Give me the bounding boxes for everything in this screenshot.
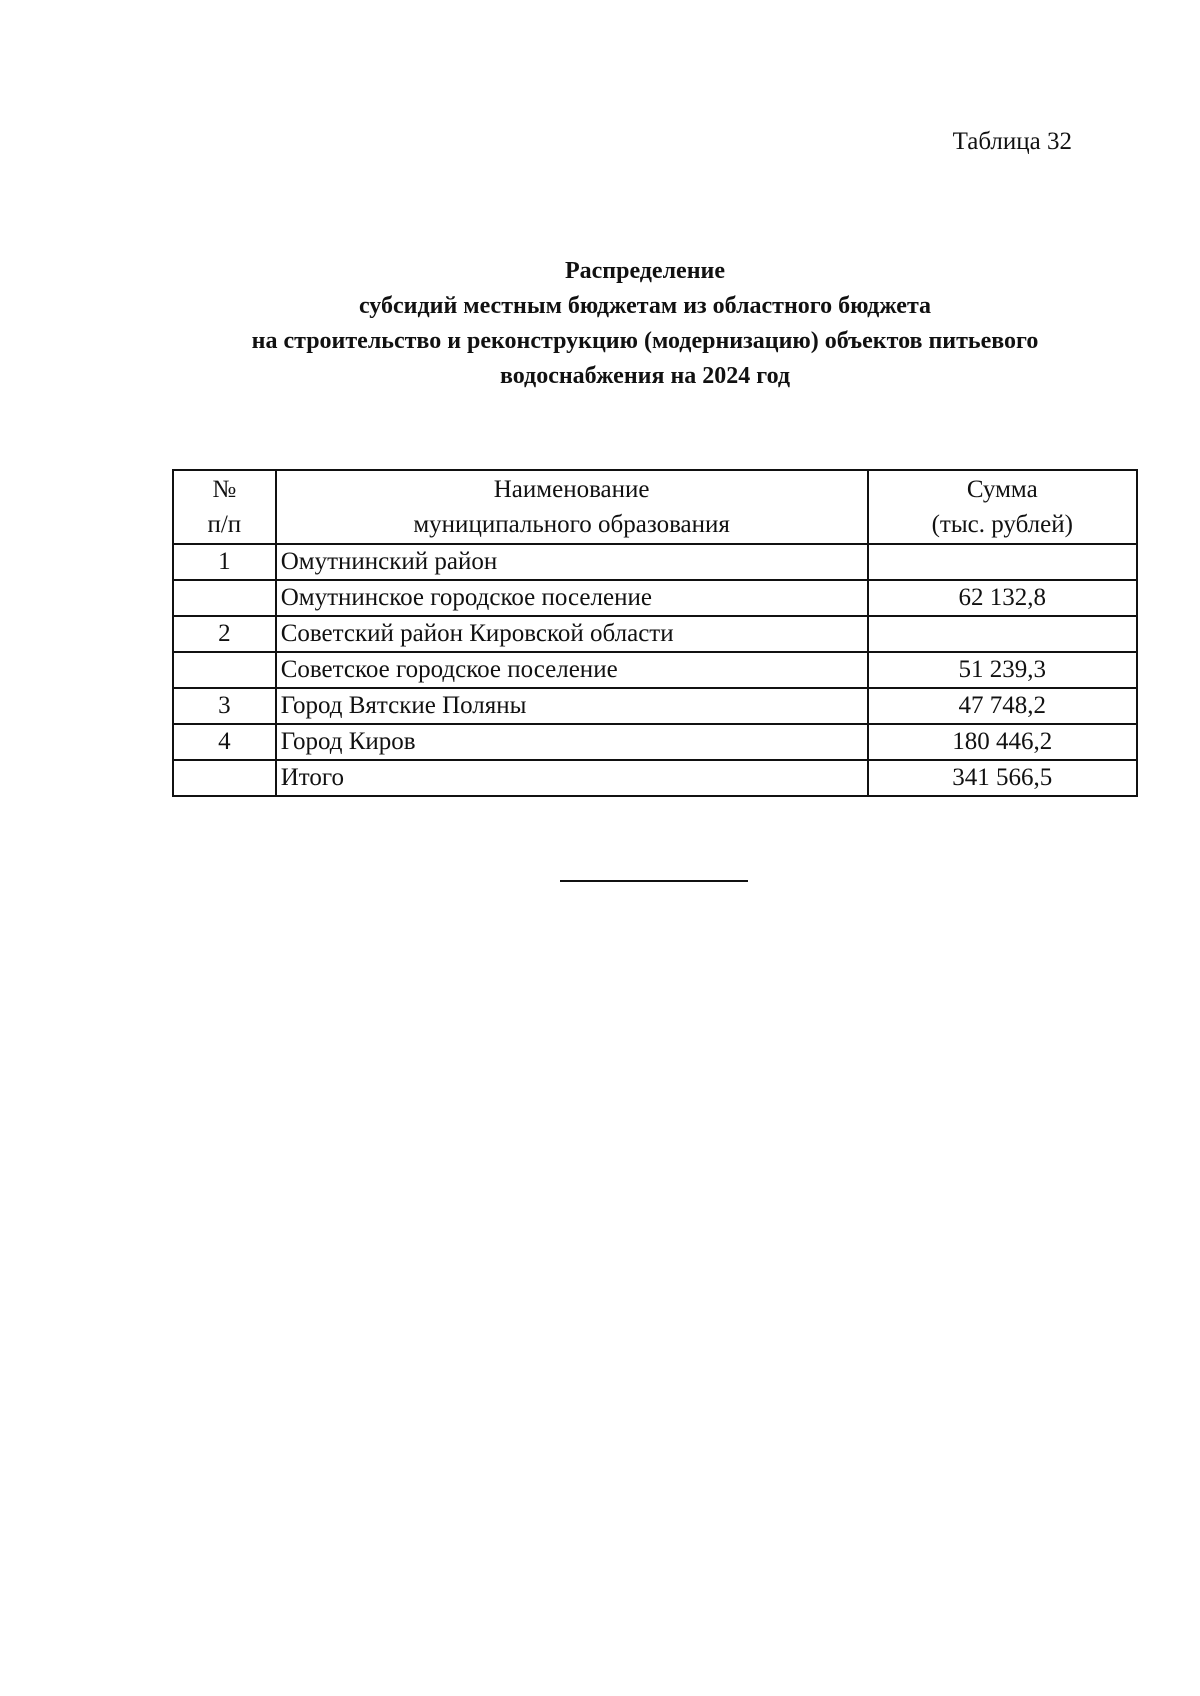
- table-row: [173, 580, 1137, 616]
- title-line-1: Распределение: [564, 258, 726, 284]
- table-row: [173, 688, 1137, 724]
- subsidy-table: [172, 469, 1138, 797]
- row-number: 4: [173, 724, 276, 760]
- row-number: [173, 760, 276, 796]
- row-sum: 62 132,8: [868, 580, 1137, 616]
- table-row: [173, 616, 1137, 652]
- end-of-table-divider: [560, 880, 748, 882]
- table-total-row: [173, 760, 1137, 796]
- header-name: [276, 470, 868, 544]
- header-sum-line-1: Сумма: [966, 476, 1038, 503]
- table-number-label: Таблица 32: [952, 128, 1072, 155]
- header-sum: [868, 470, 1137, 544]
- table-header-row: [173, 470, 1137, 544]
- header-name-line-2: муниципального образования: [413, 511, 730, 538]
- row-number: [173, 652, 276, 688]
- row-sum: [868, 616, 1137, 652]
- row-sum: 51 239,3: [868, 652, 1137, 688]
- row-sum: 341 566,5: [868, 760, 1137, 796]
- title-line-4: водоснабжения на 2024 год: [499, 363, 791, 389]
- row-name: Город Киров: [276, 724, 868, 760]
- row-number: 1: [173, 544, 276, 580]
- row-name: Омутнинское городское поселение: [276, 580, 868, 616]
- row-name: Советское городское поселение: [276, 652, 868, 688]
- row-name: Итого: [276, 760, 868, 796]
- row-name: Город Вятские Поляны: [276, 688, 868, 724]
- row-number: [173, 580, 276, 616]
- table-row: [173, 652, 1137, 688]
- header-name-line-1: Наименование: [493, 476, 650, 503]
- row-name: Омутнинский район: [276, 544, 868, 580]
- header-number-line-2: п/п: [207, 511, 242, 538]
- document-title: [160, 254, 1130, 394]
- row-sum: 47 748,2: [868, 688, 1137, 724]
- header-sum-line-2: (тыс. рублей): [931, 511, 1073, 538]
- title-line-2: субсидий местным бюджетам из областного бюджета: [358, 293, 932, 319]
- table-row: [173, 724, 1137, 760]
- row-number: 3: [173, 688, 276, 724]
- row-name: Советский район Кировской области: [276, 616, 868, 652]
- row-sum: 180 446,2: [868, 724, 1137, 760]
- header-number-line-1: №: [212, 476, 237, 503]
- header-number: [173, 470, 276, 544]
- row-number: 2: [173, 616, 276, 652]
- title-line-3: на строительство и реконструкцию (модернизацию) объектов питьевого: [251, 328, 1039, 354]
- row-sum: [868, 544, 1137, 580]
- table-row: [173, 544, 1137, 580]
